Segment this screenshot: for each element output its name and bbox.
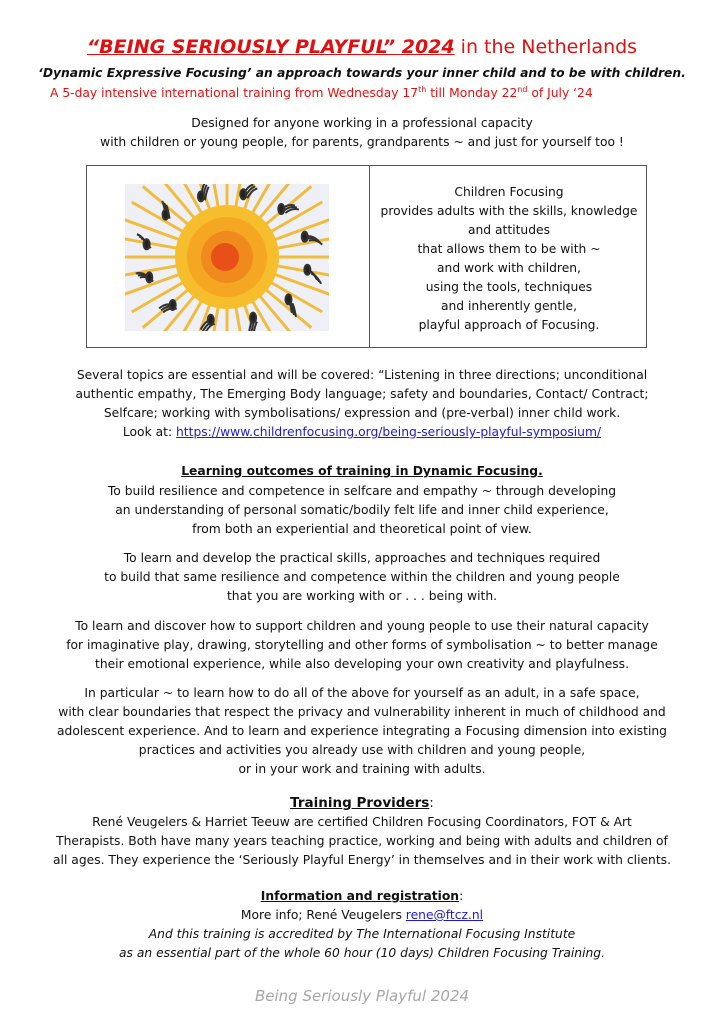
mandala-artwork: [125, 184, 329, 331]
page-title: “BEING SERIOUSLY PLAYFUL” 2024 in the Netherlands: [86, 36, 638, 58]
info-heading: Information and registration:: [260, 889, 464, 903]
symposium-link[interactable]: https://www.childrenfocusing.org/being-seriously-playful-symposium/: [176, 425, 602, 439]
outcome-paragraph-2: To learn and develop the practical skills, approaches and techniques required to build that same resilience and competence within the children and young people that you are working with or . . . being with.: [104, 551, 620, 603]
outcomes-heading: Learning outcomes of training in Dynamic Focusing.: [181, 464, 543, 478]
topics-paragraph: Several topics are essential and will be covered: “Listening in three directions; unconditional authentic empathy, The Emerging Body language; safety and boundaries, Contact/ Contract; Selfcare; working with symbolisations/ expression and (pre-verbal) inner child work. Look at: https://www.childrenfocusing.org/being-seriously-playful-symposium/: [75, 368, 649, 439]
intro-text: Designed for anyone working in a professional capacity with children or young people, for parents, grandparents ~ and just for yourself too !: [100, 116, 624, 149]
providers-text: René Veugelers & Harriet Teeuw are certified Children Focusing Coordinators, FOT & Art Therapists. Both have many years teaching practice, working and being with adults and children of all ages. They experience the ‘Seriously Playful Energy’ in themselves and in their work with clients.: [53, 815, 671, 867]
providers-heading: Training Providers:: [290, 795, 434, 811]
outcome-paragraph-4: In particular ~ to learn how to do all of the above for yourself as an adult, in a safe space, with clear boundaries that respect the privacy and vulnerability inherent in much of childhood and adolescent experience. And to learn and experience integrating a Focusing dimension into existing practices and activities you already use with children and young people, or in your work and training with adults.: [56, 686, 667, 776]
training-dates: A 5-day intensive international training from Wednesday 17th till Monday 22nd of July ‘24: [50, 85, 593, 101]
info-text: More info; René Veugelers rene@ftcz.nl And this training is accredited by The International Focusing Institute as an essential part of the whole 60 hour (10 days) Children Focusing Training.: [119, 908, 605, 960]
subtitle: ‘Dynamic Expressive Focusing’ an approach towards your inner child and to be with children.: [38, 66, 686, 80]
intro-box: [86, 165, 647, 348]
email-link[interactable]: rene@ftcz.nl: [405, 908, 484, 922]
box-text: Children Focusing provides adults with the skills, knowledge and attitudes that allows them to be with ~ and work with children, using the tools, techniques and inherently gentle, playful approach of Focusing.: [380, 185, 638, 332]
outcome-paragraph-3: To learn and discover how to support children and young people to use their natural capacity for imaginative play, drawing, storytelling and other forms of symbolisation ~ to better manage their emotional experience, while also developing your own creativity and playfulness.: [66, 619, 658, 671]
page-footer: Being Seriously Playful 2024: [254, 987, 470, 1005]
outcome-paragraph-1: To build resilience and competence in selfcare and empathy ~ through developing an understanding of personal somatic/bodily felt life and inner child experience, from both an experiential and theoretical point of view.: [107, 484, 617, 536]
